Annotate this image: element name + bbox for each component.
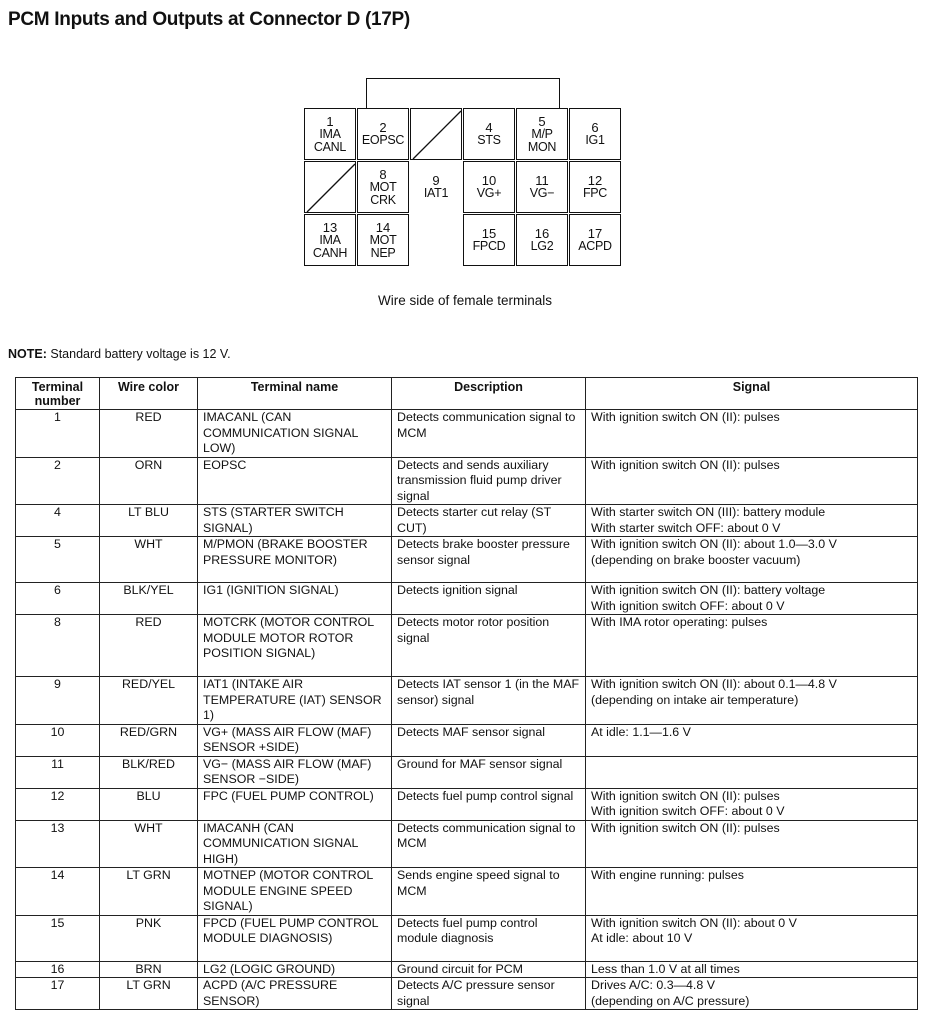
wire-color-cell: ORN — [100, 457, 198, 505]
page-title: PCM Inputs and Outputs at Connector D (17P) — [8, 9, 410, 30]
terminal-name-cell: M/PMON (BRAKE BOOSTER PRESSURE MONITOR) — [198, 537, 392, 583]
signal-cell — [586, 868, 918, 916]
terminal-number: 16 — [534, 226, 550, 241]
terminal-name-cell: FPCD (FUEL PUMP CONTROL MODULE DIAGNOSIS) — [198, 915, 392, 961]
diagram-caption: Wire side of female terminals — [377, 293, 553, 308]
signal-line: With starter switch ON (III): battery module — [591, 505, 826, 519]
signal-line: Less than 1.0 V at all times — [591, 961, 740, 976]
terminal-number-cell: 5 — [16, 537, 100, 583]
terminal-number: 1 — [326, 113, 334, 129]
wire-color-cell: LT GRN — [100, 978, 198, 1010]
terminal-name-cell: ACPD (A/C PRESSURE SENSOR) — [198, 978, 392, 1010]
signal-cell — [586, 724, 918, 756]
signal-line: With ignition switch ON (II): about 0 V — [591, 915, 797, 930]
terminal-name-cell: IG1 (IGNITION SIGNAL) — [198, 583, 392, 615]
description-cell: Detects starter cut relay (ST CUT) — [392, 505, 586, 537]
terminal-cell — [304, 214, 356, 266]
terminal-label: LG2 — [530, 239, 554, 253]
terminal-cell — [463, 214, 515, 266]
terminal-name-cell: VG− (MASS AIR FLOW (MAF) SENSOR −SIDE) — [198, 756, 392, 788]
signal-line: With engine running: pulses — [591, 868, 744, 882]
terminal-cell — [516, 214, 568, 266]
terminal-label: STS — [477, 133, 501, 147]
terminal-number: 14 — [375, 219, 391, 235]
terminal-label: FPC — [582, 186, 608, 200]
terminal-number: 4 — [485, 120, 493, 135]
description-cell: Ground circuit for PCM — [392, 961, 586, 978]
terminal-cell — [569, 214, 621, 266]
terminal-cell — [516, 108, 568, 160]
header-description: Description — [392, 378, 586, 410]
terminal-number: 11 — [535, 173, 549, 188]
description-cell: Ground for MAF sensor signal — [392, 756, 586, 788]
description-cell: Detects MAF sensor signal — [392, 724, 586, 756]
terminal-number: 10 — [481, 173, 497, 188]
signal-line: With ignition switch ON (II): about 0.1—4.8 V — [591, 677, 837, 691]
terminal-number-cell: 2 — [16, 457, 100, 505]
empty-cavity — [410, 108, 462, 160]
signal-cell — [586, 410, 918, 458]
signal-line: With ignition switch ON (II): battery voltage — [591, 583, 826, 597]
signal-cell — [586, 583, 918, 615]
terminal-table — [15, 377, 918, 1010]
note — [8, 347, 231, 361]
signal-line: With ignition switch ON (II): pulses — [591, 457, 780, 472]
terminal-cell — [357, 214, 409, 266]
table-header-row — [16, 378, 918, 410]
terminal-number: 17 — [587, 226, 603, 241]
signal-cell — [586, 505, 918, 537]
terminal-number-cell: 17 — [16, 978, 100, 1010]
signal-line: With ignition switch OFF: about 0 V — [591, 804, 785, 818]
terminal-number: 15 — [481, 226, 497, 241]
description-cell: Detects ignition signal — [392, 583, 586, 615]
terminal-label: IG1 — [585, 133, 605, 147]
terminal-cell — [357, 161, 409, 213]
terminal-number-cell: 14 — [16, 868, 100, 916]
header-wire-color: Wire color — [100, 378, 198, 410]
wire-color-cell: BLK/RED — [100, 756, 198, 788]
wire-color-cell: WHT — [100, 820, 198, 868]
signal-line: With ignition switch ON (II): pulses — [591, 788, 780, 803]
signal-line: Drives A/C: 0.3—4.8 V — [591, 978, 715, 992]
table-row — [16, 583, 918, 615]
signal-cell — [586, 615, 918, 677]
signal-cell — [586, 820, 918, 868]
terminal-number-cell: 11 — [16, 756, 100, 788]
terminal-number: 6 — [591, 120, 599, 135]
wire-color-cell: PNK — [100, 915, 198, 961]
description-cell: Detects fuel pump control signal — [392, 788, 586, 820]
signal-cell — [586, 961, 918, 978]
terminal-name-cell: EOPSC — [198, 457, 392, 505]
terminal-cell — [463, 108, 515, 160]
table-row — [16, 615, 918, 677]
signal-line: With IMA rotor operating: pulses — [591, 615, 768, 629]
table-row — [16, 961, 918, 978]
description-cell: Detects IAT sensor 1 (in the MAF sensor) signal — [392, 677, 586, 725]
header-terminal-number: Terminal number — [16, 378, 100, 410]
description-cell: Detects communication signal to MCM — [392, 820, 586, 868]
wire-color-cell: RED — [100, 410, 198, 458]
header-terminal-name: Terminal name — [198, 378, 392, 410]
signal-line: With starter switch OFF: about 0 V — [591, 520, 781, 535]
table-row — [16, 756, 918, 788]
table-row — [16, 537, 918, 583]
wire-color-cell: LT BLU — [100, 505, 198, 537]
terminal-name-cell: LG2 (LOGIC GROUND) — [198, 961, 392, 978]
signal-cell — [586, 677, 918, 725]
wire-color-cell: WHT — [100, 537, 198, 583]
signal-line: With ignition switch OFF: about 0 V — [591, 598, 785, 613]
connector-latch — [366, 78, 560, 108]
header-signal: Signal — [586, 378, 918, 410]
terminal-number-cell: 10 — [16, 724, 100, 756]
table-row — [16, 788, 918, 820]
terminal-label: MOT NEP — [369, 232, 397, 260]
terminal-name-cell: IMACANL (CAN COMMUNICATION SIGNAL LOW) — [198, 410, 392, 458]
signal-line: (depending on intake air temperature) — [591, 692, 799, 707]
terminal-label: MOT CRK — [369, 179, 397, 207]
note-text: Standard battery voltage is 12 V. — [46, 347, 231, 361]
terminal-name-cell: FPC (FUEL PUMP CONTROL) — [198, 788, 392, 820]
terminal-label: IMA CANH — [312, 232, 348, 260]
terminal-number-cell: 6 — [16, 583, 100, 615]
terminal-number: 2 — [379, 120, 387, 135]
signal-line: With ignition switch ON (II): about 1.0—3.0 V — [591, 537, 837, 551]
terminal-label: VG+ — [476, 186, 502, 200]
description-cell: Detects communication signal to MCM — [392, 410, 586, 458]
terminal-number-cell: 15 — [16, 915, 100, 961]
terminal-number: 13 — [322, 219, 338, 235]
terminal-cell — [569, 161, 621, 213]
terminal-name-cell: IAT1 (INTAKE AIR TEMPERATURE (IAT) SENSOR 1) — [198, 677, 392, 725]
note-label: NOTE: — [8, 347, 47, 361]
terminal-name-cell: VG+ (MASS AIR FLOW (MAF) SENSOR +SIDE) — [198, 724, 392, 756]
description-cell: Detects A/C pressure sensor signal — [392, 978, 586, 1010]
terminal-number-cell: 13 — [16, 820, 100, 868]
wire-color-cell: RED/GRN — [100, 724, 198, 756]
description-cell: Detects motor rotor position signal — [392, 615, 586, 677]
signal-cell — [586, 537, 918, 583]
terminal-number-cell: 12 — [16, 788, 100, 820]
terminal-name-cell: MOTCRK (MOTOR CONTROL MODULE MOTOR ROTOR POSITION SIGNAL) — [198, 615, 392, 677]
description-cell: Detects fuel pump control module diagnosis — [392, 915, 586, 961]
connector-diagram — [304, 78, 624, 268]
table-row — [16, 978, 918, 1010]
wire-color-cell: BLU — [100, 788, 198, 820]
signal-cell — [586, 457, 918, 505]
table-row — [16, 724, 918, 756]
terminal-number: 9 — [432, 173, 440, 188]
signal-cell — [586, 788, 918, 820]
terminal-cell — [569, 108, 621, 160]
table-row — [16, 677, 918, 725]
terminal-cell — [516, 161, 568, 213]
signal-line: At idle: about 10 V — [591, 931, 693, 945]
signal-line: With ignition switch ON (II): pulses — [591, 820, 780, 835]
terminal-number: 5 — [538, 113, 546, 129]
terminal-cell — [357, 108, 409, 160]
terminal-label: VG− — [529, 186, 555, 200]
signal-cell — [586, 756, 918, 788]
description-cell: Sends engine speed signal to MCM — [392, 868, 586, 916]
terminal-name-cell: STS (STARTER SWITCH SIGNAL) — [198, 505, 392, 537]
terminal-number-cell: 8 — [16, 615, 100, 677]
signal-line: (depending on brake booster vacuum) — [591, 552, 801, 567]
empty-cavity — [304, 161, 356, 213]
terminal-cell — [463, 161, 515, 213]
terminal-number: 12 — [587, 173, 603, 188]
wire-color-cell: LT GRN — [100, 868, 198, 916]
terminal-number-cell: 9 — [16, 677, 100, 725]
terminal-label: IMA CANL — [313, 126, 347, 154]
terminal-label: ACPD — [578, 239, 612, 253]
wire-color-cell: RED — [100, 615, 198, 677]
signal-line: At idle: 1.1—1.6 V — [591, 724, 691, 739]
signal-line: With ignition switch ON (II): pulses — [591, 410, 780, 424]
table-row — [16, 820, 918, 868]
terminal-label: M/P MON — [527, 126, 557, 154]
signal-line: (depending on A/C pressure) — [591, 993, 750, 1008]
terminal-number: 8 — [379, 166, 387, 182]
terminal-number-cell: 16 — [16, 961, 100, 978]
description-cell: Detects and sends auxiliary transmission fluid pump driver signal — [392, 457, 586, 505]
terminal-cell — [410, 161, 462, 213]
terminal-label: IAT1 — [423, 186, 449, 200]
table-row — [16, 505, 918, 537]
terminal-cell — [304, 108, 356, 160]
terminal-name-cell: IMACANH (CAN COMMUNICATION SIGNAL HIGH) — [198, 820, 392, 868]
wire-color-cell: BLK/YEL — [100, 583, 198, 615]
wire-color-cell: BRN — [100, 961, 198, 978]
table-row — [16, 410, 918, 458]
table-row — [16, 457, 918, 505]
terminal-number-cell: 4 — [16, 505, 100, 537]
signal-cell — [586, 915, 918, 961]
table-row — [16, 868, 918, 916]
terminal-number-cell: 1 — [16, 410, 100, 458]
terminal-label: FPCD — [472, 239, 506, 253]
terminal-label: EOPSC — [361, 133, 405, 147]
signal-cell — [586, 978, 918, 1010]
wire-color-cell: RED/YEL — [100, 677, 198, 725]
description-cell: Detects brake booster pressure sensor signal — [392, 537, 586, 583]
table-row — [16, 915, 918, 961]
terminal-name-cell: MOTNEP (MOTOR CONTROL MODULE ENGINE SPEED SIGNAL) — [198, 868, 392, 916]
